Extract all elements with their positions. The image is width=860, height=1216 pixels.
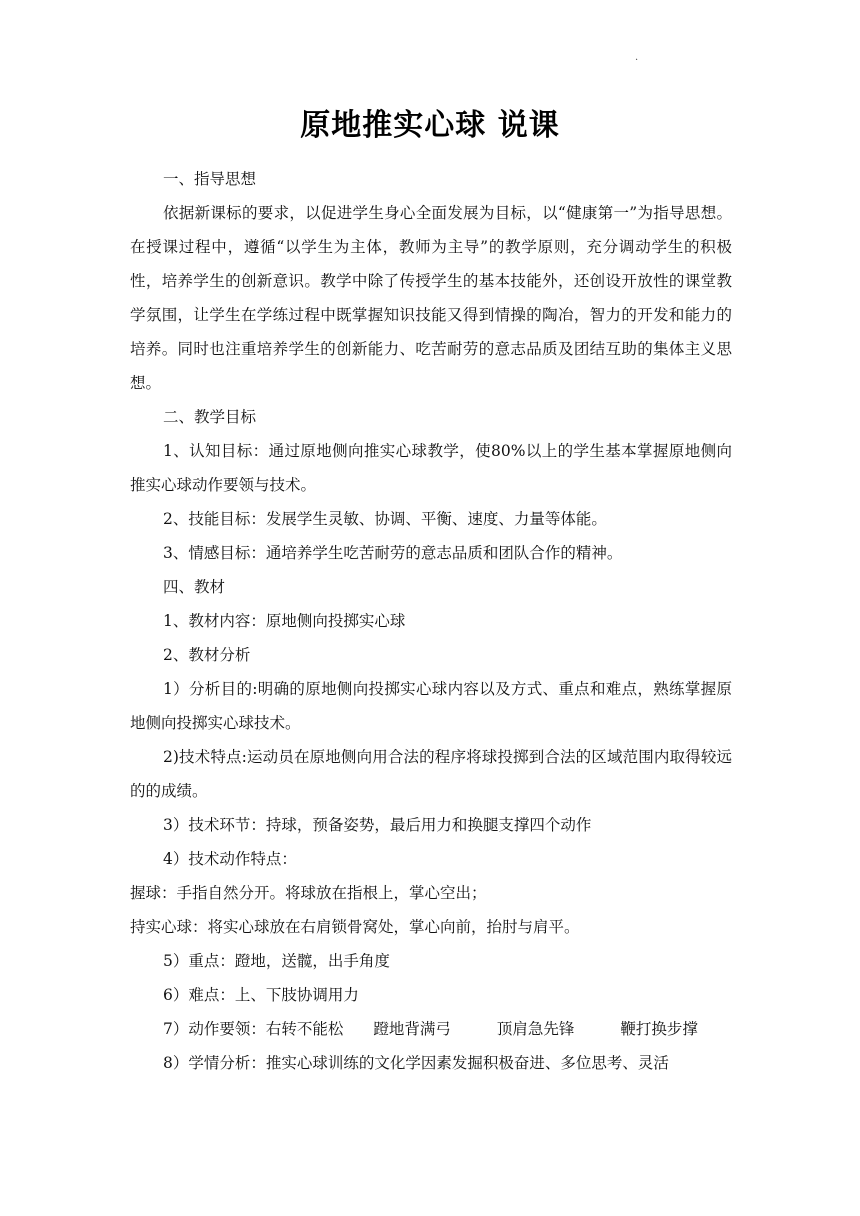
essentials-item: 鞭打换步撑 xyxy=(620,1020,698,1038)
paragraph-analysis-purpose: 1）分析目的:明确的原地侧向投掷实心球内容以及方式、重点和难点，熟练掌握原地侧向投掷实心球技术。 xyxy=(130,680,732,732)
essentials-item: 顶肩急先锋 xyxy=(496,1020,575,1038)
corner-mark: · xyxy=(635,55,639,66)
section-heading-teaching-goals: 二、教学目标 xyxy=(163,408,257,426)
section-heading-teaching-material: 四、教材 xyxy=(163,578,226,596)
paragraph-ball-grip: 握球：手指自然分开。将球放在指根上，掌心空出； xyxy=(130,884,487,902)
paragraph-technical-links: 3）技术环节：持球，预备姿势，最后用力和换腿支撑四个动作 xyxy=(163,816,592,834)
paragraph-movement-essentials xyxy=(130,1012,732,1046)
essentials-item: 右转不能松 xyxy=(265,1020,344,1038)
paragraph-technical-features: 2)技术特点:运动员在原地侧向用合法的程序将球投掷到合法的区域范围内取得较远的的成绩。 xyxy=(130,748,732,800)
paragraph-movement-features: 4）技术动作特点： xyxy=(163,850,297,868)
page-title: 原地推实心球 说课 xyxy=(300,108,560,143)
paragraph-material-analysis: 2、教材分析 xyxy=(163,646,251,664)
essentials-item: 蹬地背满弓 xyxy=(373,1020,451,1038)
paragraph-material-content: 1、教材内容：原地侧向投掷实心球 xyxy=(163,612,406,630)
paragraph-guiding-ideology: 依据新课标的要求，以促进学生身心全面发展为目标，以“健康第一”为指导思想。在授课过程中，遵循“以学生为主体，教师为主导”的教学原则，充分调动学生的积极性，培养学生的创新意识。教学中除了传授学生的基本技能外，还创设开放性的课堂教学氛围，让学生在学练过程中既掌握知识技能又得到情操的陶冶，智力的开发和能力的培养。同时也注重培养学生的创新能力、吃苦耐劳的意志品质及团结互助的集体主义思想。 xyxy=(130,204,732,392)
section-heading-guiding-ideology: 一、指导思想 xyxy=(163,170,257,188)
essentials-label: 7）动作要领： xyxy=(163,1020,266,1038)
paragraph-emotional-goal: 3、情感目标：通培养学生吃苦耐劳的意志品质和团队合作的精神。 xyxy=(163,544,623,562)
paragraph-skill-goal: 2、技能目标：发展学生灵敏、协调、平衡、速度、力量等体能。 xyxy=(163,510,607,528)
paragraph-ball-holding: 持实心球：将实心球放在右肩锁骨窝处，掌心向前，抬肘与肩平。 xyxy=(130,918,580,936)
paragraph-learning-analysis: 8）学情分析：推实心球训练的文化学因素发掘积极奋进、多位思考、灵活 xyxy=(163,1054,669,1072)
paragraph-cognitive-goal: 1、认知目标：通过原地侧向推实心球教学，使80%以上的学生基本掌握原地侧向推实心球动作要领与技术。 xyxy=(130,442,732,494)
document-body xyxy=(130,162,732,1080)
paragraph-difficulties: 6）难点：上、下肢协调用力 xyxy=(163,986,359,1004)
paragraph-key-points: 5）重点：蹬地，送髋，出手角度 xyxy=(163,952,390,970)
